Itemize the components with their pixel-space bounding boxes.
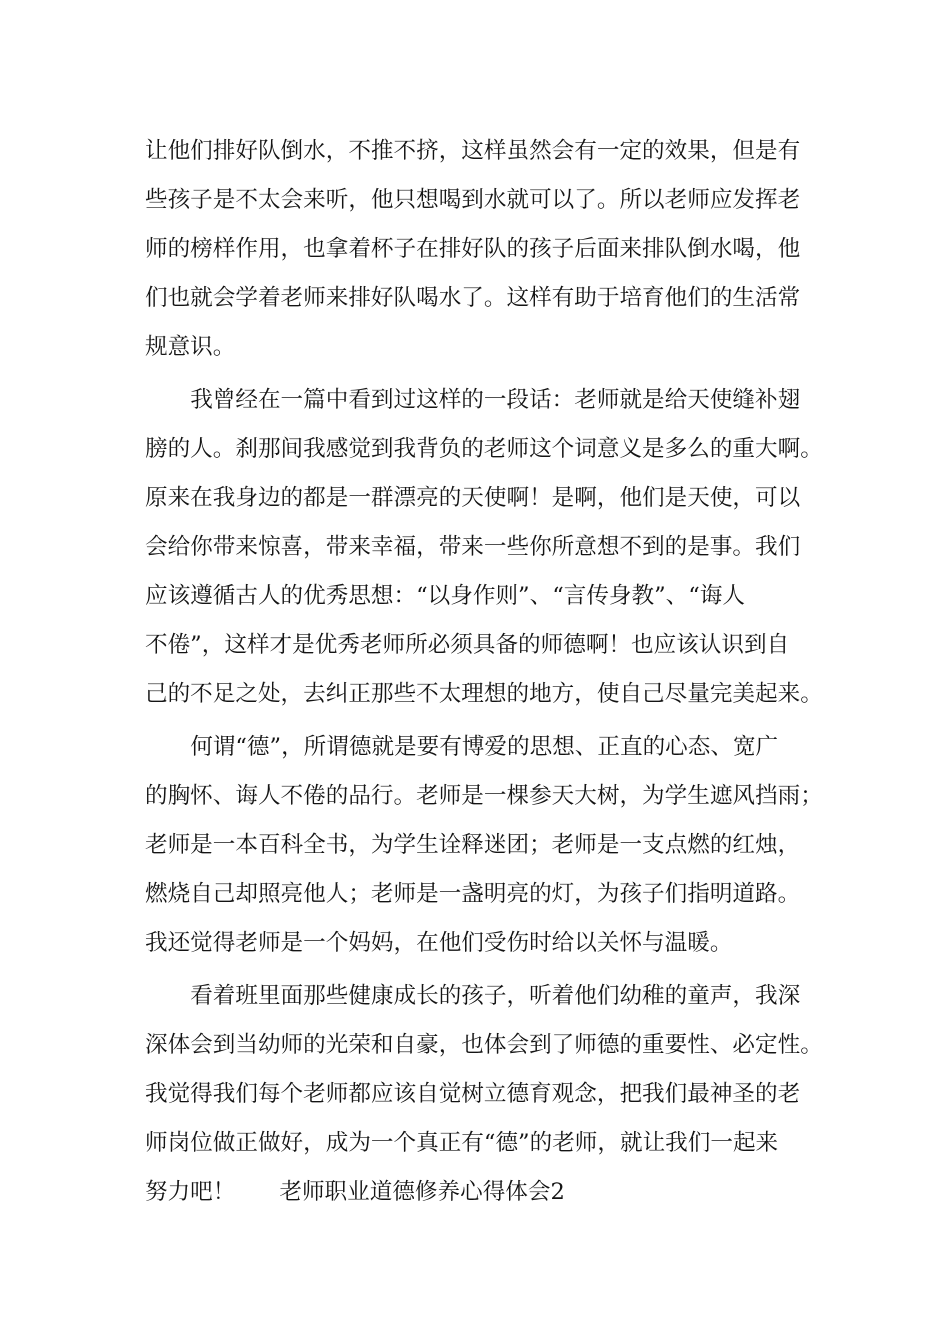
text-line: 师岗位做正做好，成为一个真正有“德”的老师，就让我们一起来 xyxy=(145,1130,779,1156)
text-line: 让他们排好队倒水，不推不挤，这样虽然会有一定的效果，但是有 xyxy=(145,138,801,164)
text-line: 深体会到当幼师的光荣和自豪，也体会到了师德的重要性、必定性。 xyxy=(145,1032,823,1058)
text-line: 我还觉得老师是一个妈妈，在他们受伤时给以关怀与温暖。 xyxy=(145,930,733,956)
text-line: 燃烧自己却照亮他人；老师是一盏明亮的灯，为孩子们指明道路。 xyxy=(145,881,801,907)
next-section-title: 老师职业道德修养心得体会2 xyxy=(279,1179,565,1205)
paragraph xyxy=(145,723,835,968)
text-line: 规意识。 xyxy=(145,334,236,360)
text-line: 原来在我身边的都是一群漂亮的天使啊！是啊，他们是天使，可以 xyxy=(145,485,801,511)
paragraph xyxy=(145,972,835,1217)
text-line: 何谓“德”，所谓德就是要有博爱的思想、正直的心态、宽广 xyxy=(190,734,779,760)
text-line: 看着班里面那些健康成长的孩子，听着他们幼稚的童声，我深 xyxy=(190,983,801,1009)
document-body xyxy=(145,127,835,1217)
text-line: 己的不足之处，去纠正那些不太理想的地方，使自己尽量完美起来。 xyxy=(145,681,823,707)
text-line: 会给你带来惊喜，带来幸福，带来一些你所意想不到的是事。我们 xyxy=(145,534,801,560)
text-line: 不倦”，这样才是优秀老师所必须具备的师德啊！也应该认识到自 xyxy=(145,632,790,658)
text-line-final xyxy=(145,1168,835,1217)
text-line: 些孩子是不太会来听，他只想喝到水就可以了。所以老师应发挥老 xyxy=(145,187,801,213)
text-line: 师的榜样作用，也拿着杯子在排好队的孩子后面来排队倒水喝，他 xyxy=(145,236,801,262)
text-line: 老师是一本百科全书，为学生诠释迷团；老师是一支点燃的红烛， xyxy=(145,832,801,858)
text-line: 膀的人。刹那间我感觉到我背负的老师这个词意义是多么的重大啊。 xyxy=(145,436,823,462)
text-line: 努力吧！ xyxy=(145,1179,236,1205)
text-line: 应该遵循古人的优秀思想：“以身作则”、“言传身教”、“诲人 xyxy=(145,583,746,609)
text-line: 们也就会学着老师来排好队喝水了。这样有助于培育他们的生活常 xyxy=(145,285,801,311)
text-line: 我觉得我们每个老师都应该自觉树立德育观念，把我们最神圣的老 xyxy=(145,1081,801,1107)
text-line: 的胸怀、诲人不倦的品行。老师是一棵参天大树，为学生遮风挡雨； xyxy=(145,783,823,809)
paragraph xyxy=(145,127,835,372)
text-line: 我曾经在一篇中看到过这样的一段话：老师就是给天使缝补翅 xyxy=(190,387,801,413)
paragraph xyxy=(145,376,835,719)
